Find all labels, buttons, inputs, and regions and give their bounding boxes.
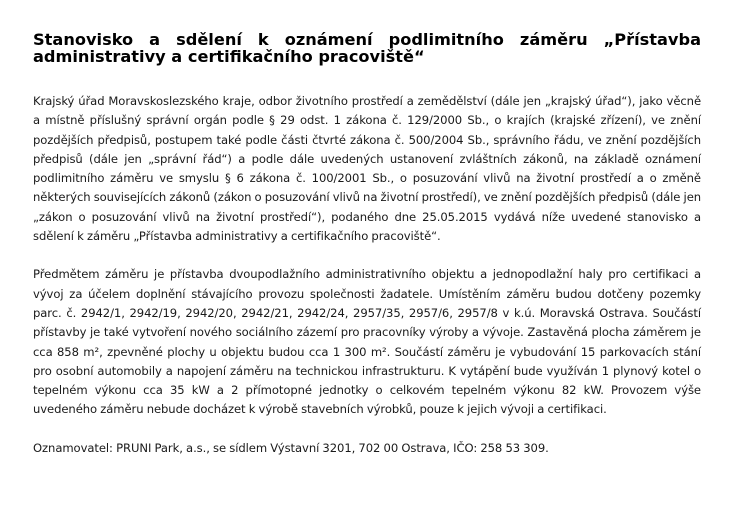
paragraph-notifier: Oznamovatel: PRUNI Park, a.s., se sídlem Výstavní 3201, 702 00 Ostrava, IČO: 258 53 309. xyxy=(33,440,549,455)
document-page xyxy=(33,31,701,458)
paragraph-project-description: Předmětem záměru je přístavba dvoupodlažního administrativního objektu a jednopodlažní haly pro certifikaci a vývoj za účelem doplnění stávajícího provozu společnosti žadatele. Umístěním záměru budou dotčeny pozemky parc. č. 2942/1, 2942/19, 2942/20, 2942/21, 2942/24, 2957/35, 2957/6, 2957/8 v k.ú. Moravská Ostrava. Součástí přístavby je také vytvoření nového sociálního zázemí pro pracovníky výroby a vývoje. Zastavěná plocha záměrem je cca 858 m², zpevněné plochy u objektu budou cca 1 300 m². Součástí záměru je vybudování 15 parkovacích stání pro osobní automobily a napojení záměru na technickou infrastrukturu. K vytápění bude využíván 1 plynový kotel o tepelném výkonu cca 35 kW a 2 přímotopné jednotky o celkovém tepelném výkonu 82 kW. Provozem výše uvedeného záměru nebude docházet k výrobě stavebních výrobků, pouze k jejich vývoji a certifikaci. xyxy=(33,267,701,417)
document-title: Stanovisko a sdělení k oznámení podlimitního záměru „Přístavba administrativy a certifikačního pracoviště“ xyxy=(33,30,701,66)
paragraph-introduction: Krajský úřad Moravskoslezského kraje, odbor životního prostředí a zemědělství (dále jen „krajský úřad“), jako věcně a místně příslušný správní orgán podle § 29 odst. 1 zákona č. 129/2000 Sb., o krajích (krajské zřízení), ve znění pozdějších předpisů, postupem také podle části čtvrté zákona č. 500/2004 Sb., správního řádu, ve znění pozdějších předpisů (dále jen „správní řád“) a podle dále uvedených ustanovení zvláštních zákonů, na základě oznámení podlimitního záměru ve smyslu § 6 zákona č. 100/2001 Sb., o posuzování vlivů na životní prostředí a o změně některých souvisejících zákonů (zákon o posuzování vlivů na životní prostředí), ve znění pozdějších předpisů (dále jen „zákon o posuzování vlivů na životní prostředí“), podaného dne 25.05.2015 vydává níže uvedené stanovisko a sdělení k záměru „Přístavba administrativy a certifikačního pracoviště“. xyxy=(33,94,702,244)
